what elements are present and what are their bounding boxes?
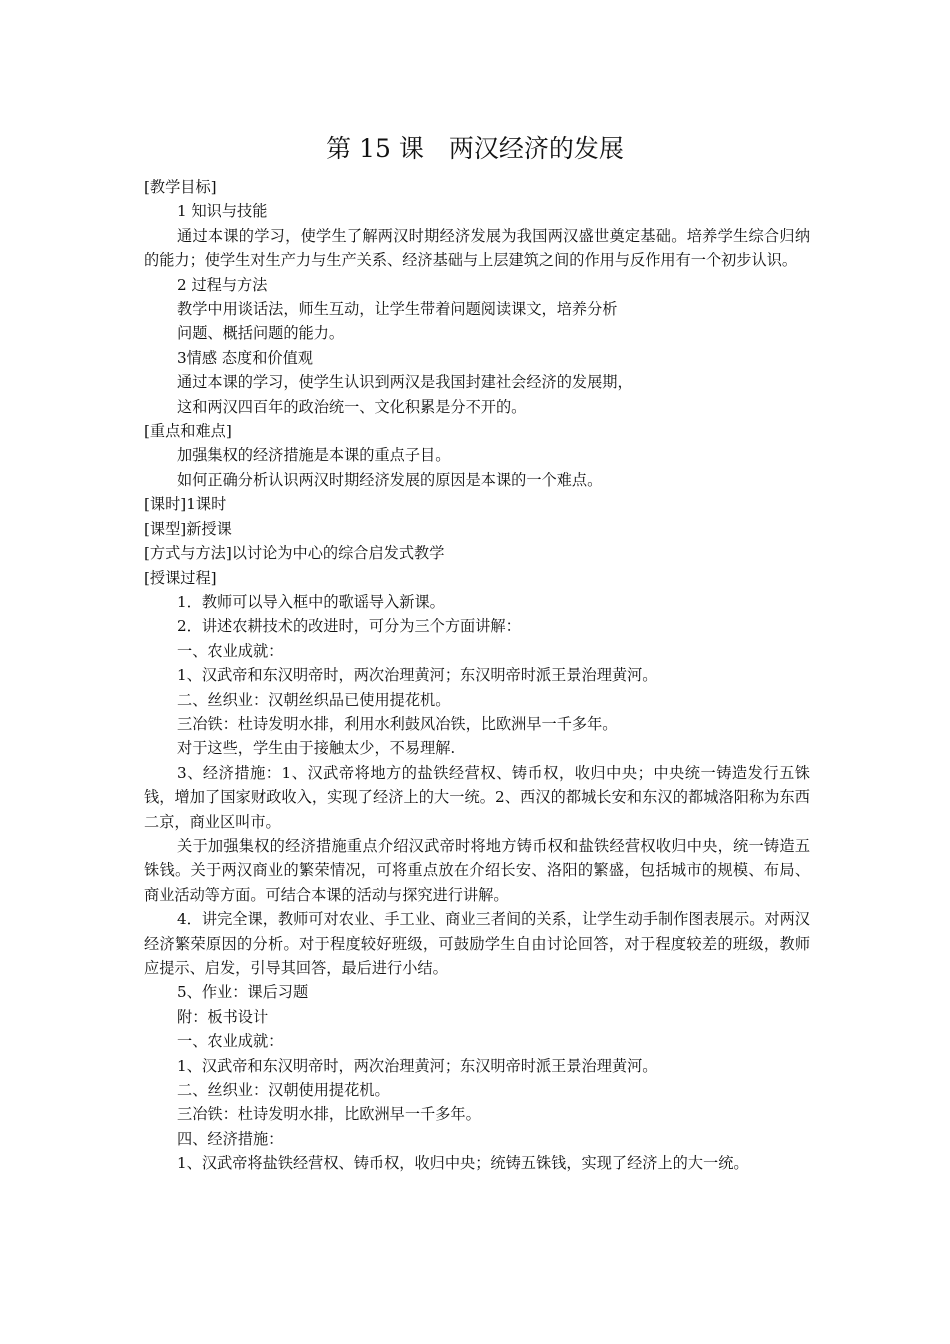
paragraph-34: 1、汉武帝将盐铁经营权、铸币权，收归中央；统铸五铢钱，实现了经济上的大一统。	[177, 1154, 749, 1173]
paragraph-22: 三冶铁：杜诗发明水排，利用水利鼓风冶铁，比欧洲早一千多年。	[177, 714, 618, 733]
paragraph-10: [重点和难点]	[144, 422, 232, 441]
paragraph-19: 一、农业成就：	[177, 641, 284, 660]
paragraph-17: 1．教师可以导入框中的歌谣导入新课。	[177, 592, 445, 611]
paragraph-9: 这和两汉四百年的政治统一、文化积累是分不开的。	[177, 397, 527, 416]
paragraph-32: 三冶铁：杜诗发明水排，比欧洲早一千多年。	[177, 1105, 481, 1124]
paragraph-3: 通过本课的学习，使学生了解两汉时期经济发展为我国两汉盛世奠定基础。培养学生综合归纳的能力；使学生对生产力与生产关系、经济基础与上层建筑之间的作用与反作用有一个初步认识。	[144, 226, 810, 270]
paragraph-13: [课时]1课时	[144, 495, 227, 514]
paragraph-27: 5、作业：课后习题	[177, 983, 309, 1002]
paragraph-30: 1、汉武帝和东汉明帝时，两次治理黄河；东汉明帝时派王景治理黄河。	[177, 1056, 658, 1075]
paragraph-28: 附：板书设计	[177, 1007, 269, 1026]
paragraph-33: 四、经济措施：	[177, 1129, 284, 1148]
paragraph-12: 如何正确分析认识两汉时期经济发展的原因是本课的一个难点。	[177, 470, 603, 489]
paragraph-5: 教学中用谈话法，师生互动，让学生带着问题阅读课文，培养分析	[177, 300, 618, 319]
paragraph-24: 3、经济措施：1、汉武帝将地方的盐铁经营权、铸币权，收归中央；中央统一铸造发行五铢钱，增加了国家财政收入，实现了经济上的大一统。2、西汉的都城长安和东汉的都城洛阳称为东西二京，商业区叫市。	[144, 763, 810, 831]
paragraph-18: 2．讲述农耕技术的改进时，可分为三个方面讲解：	[177, 617, 521, 636]
paragraph-7: 3情感 态度和价值观	[177, 348, 313, 367]
paragraph-25: 关于加强集权的经济措施重点介绍汉武帝时将地方铸币权和盐铁经营权收归中央，统一铸造五铢钱。关于两汉商业的繁荣情况，可将重点放在介绍长安、洛阳的繁盛，包括城市的规模、布局、商业活动等方面。可结合本课的活动与探究进行讲解。	[144, 836, 810, 904]
paragraph-8: 通过本课的学习，使学生认识到两汉是我国封建社会经济的发展期，	[177, 373, 633, 392]
paragraph-4: 2 过程与方法	[177, 275, 268, 294]
paragraph-29: 一、农业成就：	[177, 1032, 284, 1051]
paragraph-1: [教学目标]	[144, 178, 217, 196]
paragraph-23: 对于这些，学生由于接触太少，不易理解.	[177, 739, 456, 758]
paragraph-26: 4．讲完全课，教师可对农业、手工业、商业三者间的关系，让学生动手制作图表展示。对两汉经济繁荣原因的分析。对于程度较好班级，可鼓励学生自由讨论回答，对于程度较差的班级，教师应提示、启发，引导其回答，最后进行小结。	[144, 910, 810, 977]
paragraph-14: [课型]新授课	[144, 519, 232, 538]
paragraph-15: [方式与方法]以讨论为中心的综合启发式教学	[144, 544, 445, 563]
page-title: 第 15 课 两汉经济的发展	[326, 134, 624, 163]
document-body	[144, 175, 810, 1176]
paragraph-16: [授课过程]	[144, 568, 217, 587]
paragraph-11: 加强集权的经济措施是本课的重点子目。	[177, 446, 451, 465]
paragraph-20: 1、汉武帝和东汉明帝时，两次治理黄河；东汉明帝时派王景治理黄河。	[177, 666, 658, 685]
paragraph-6: 问题、概括问题的能力。	[177, 324, 345, 343]
paragraph-2: 1 知识与技能	[177, 202, 268, 221]
paragraph-31: 二、丝织业：汉朝使用提花机。	[177, 1081, 390, 1100]
paragraph-21: 二、丝织业：汉朝丝织品已使用提花机。	[177, 690, 451, 709]
